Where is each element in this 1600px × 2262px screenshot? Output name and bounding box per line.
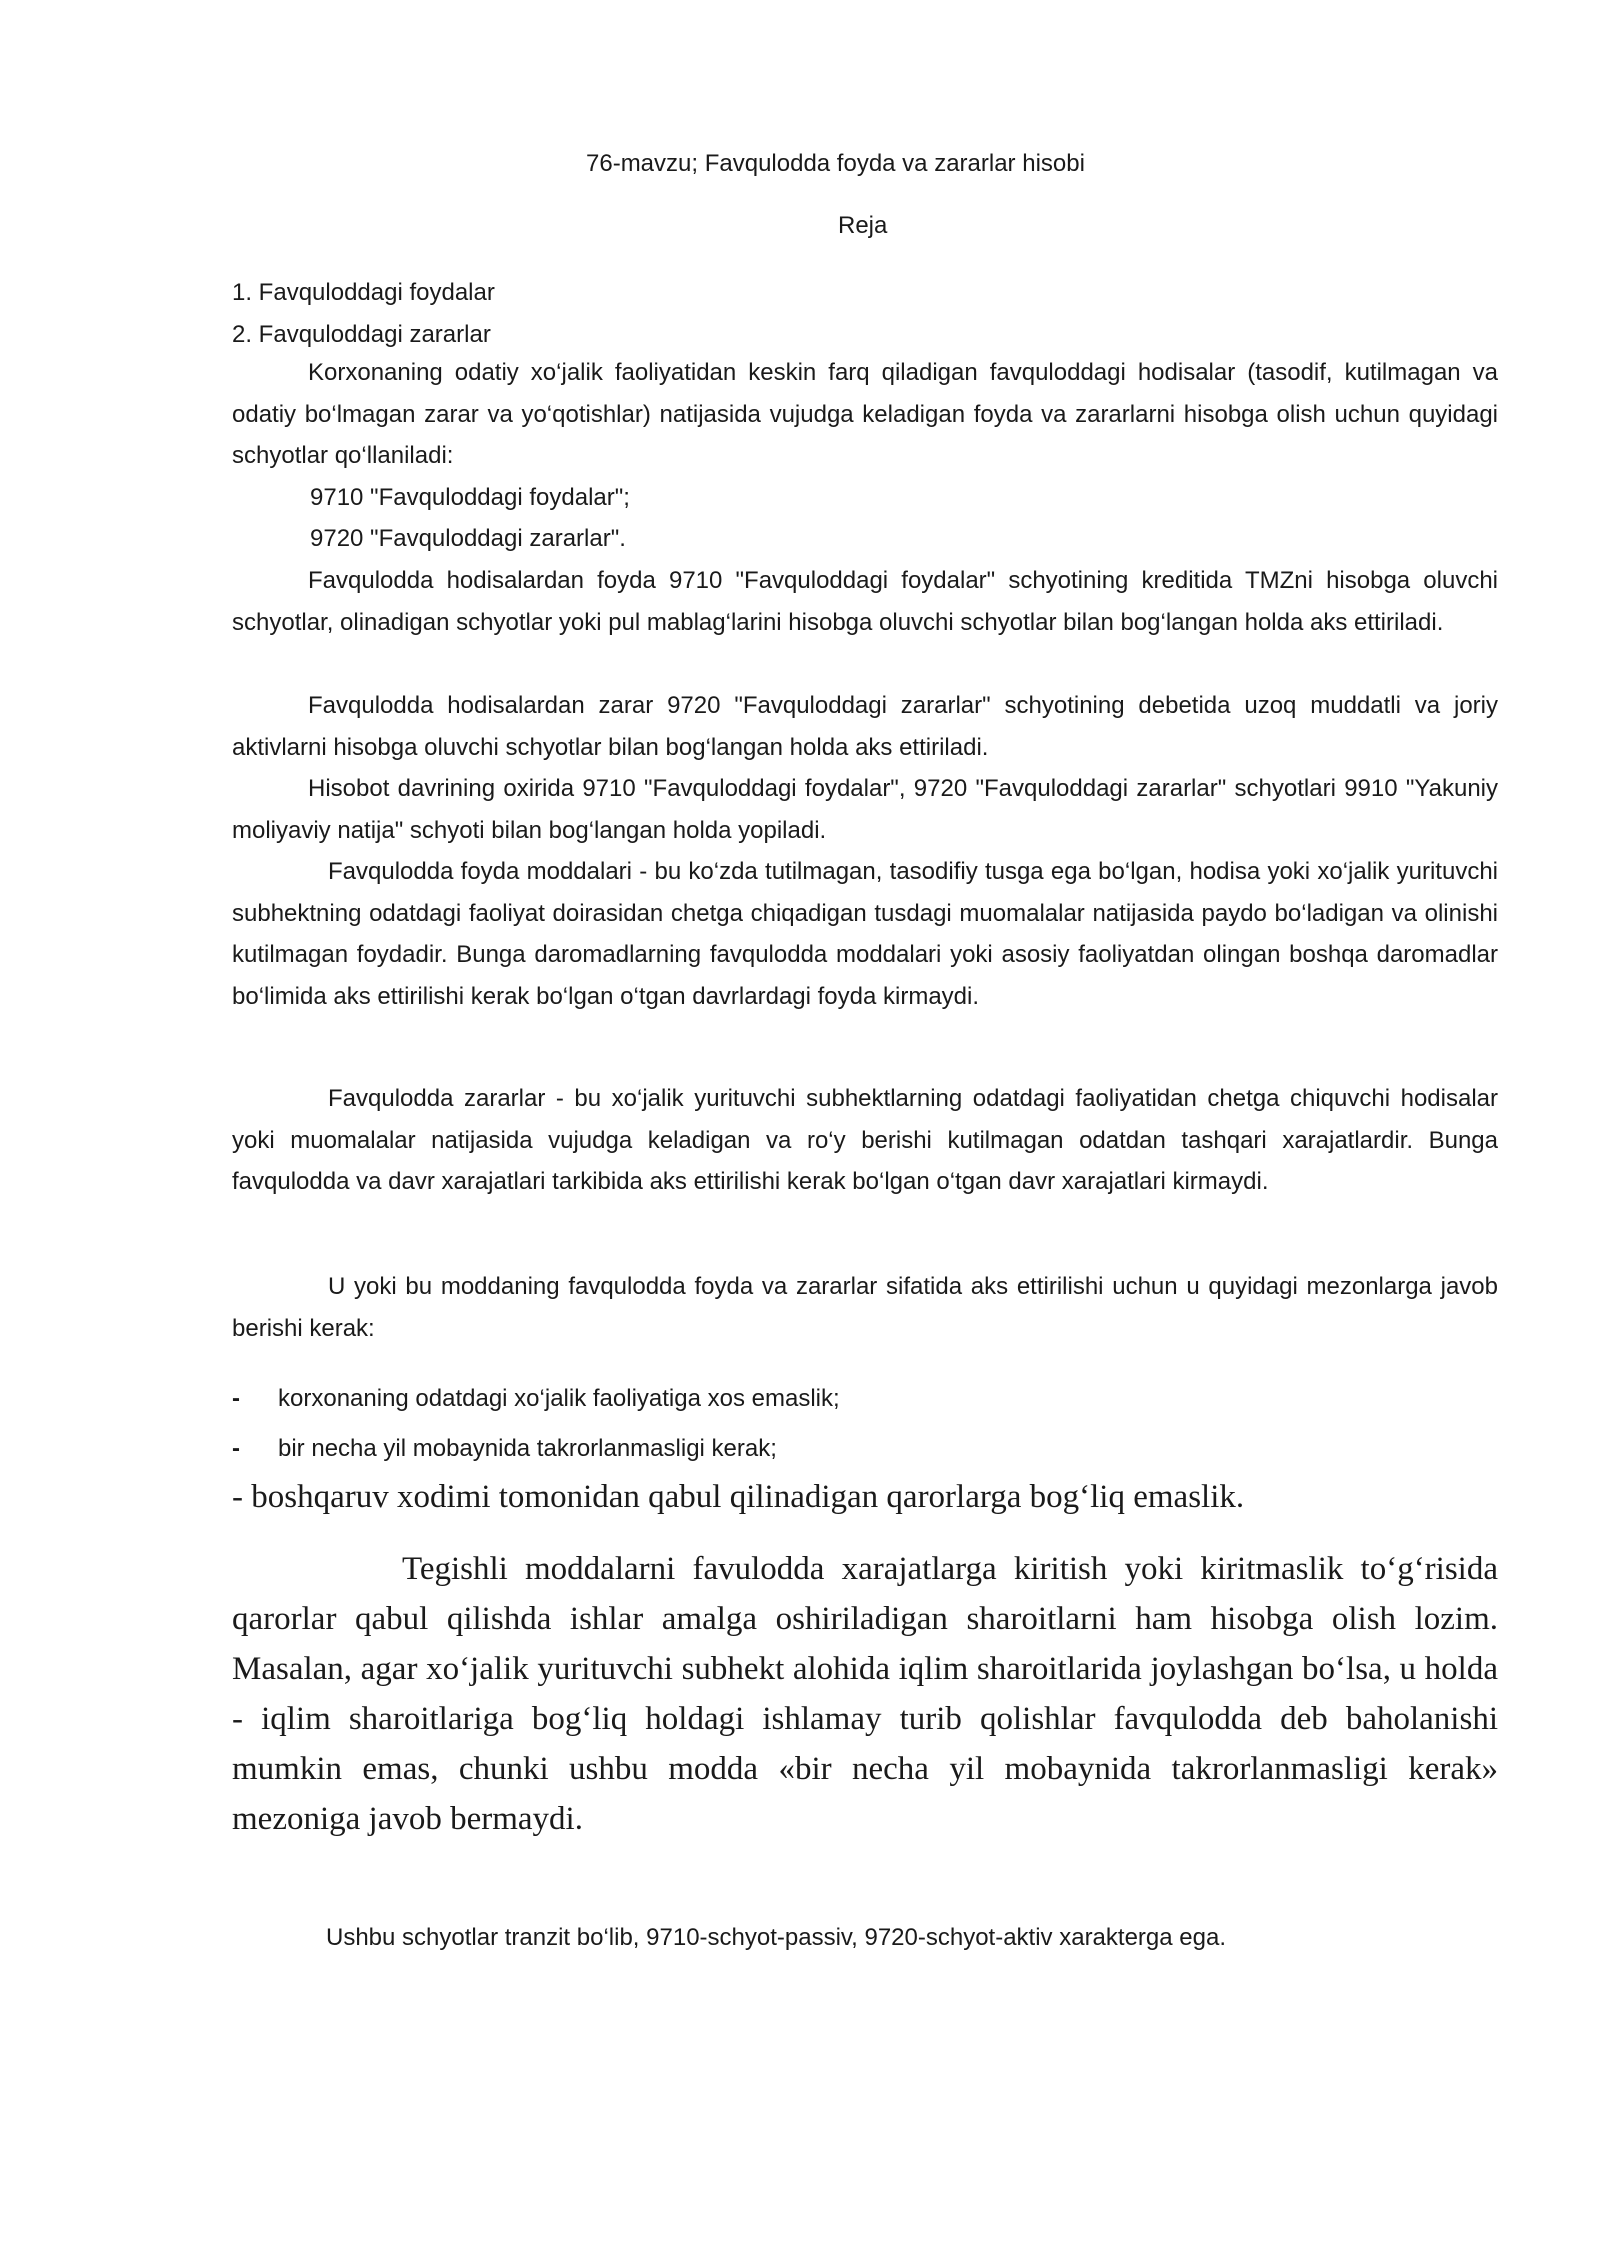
paragraph-criteria-intro: U yoki bu moddaning favqulodda foyda va zararlar sifatida aks ettirilishi uchun u quyidagi mezonlarga javob berishi kerak: — [232, 1273, 1498, 1342]
criteria-item — [232, 1472, 1244, 1522]
criteria-text: korxonaning odatdagi xo‘jalik faoliyatiga xos emaslik; — [278, 1385, 840, 1412]
page-title: 76-mavzu; Favqulodda foyda va zararlar hisobi — [586, 150, 1085, 177]
dash-bullet: - — [232, 1385, 240, 1412]
paragraph-loss-definition: Favqulodda zararlar - bu xo‘jalik yurituvchi subhektlarning odatdagi faoliyatidan chetga chiquvchi hodisalar yoki muomalalar natijasida vujudga keladigan va ro‘y berishi kutilmagan odatdan tashqari xarajatlardir. Bunga favqulodda va davr xarajatlari tarkibida aks ettirilishi kerak bo‘lgan o‘tgan davr xarajatlari kirmaydi. — [232, 1085, 1498, 1195]
plan-list — [232, 272, 495, 355]
plan-heading: Reja — [838, 212, 888, 239]
paragraph-gains: Favqulodda hodisalardan foyda 9710 "Favquloddagi foydalar" schyotining kreditida TMZni hisobga oluvchi schyotlar, olinadigan schyotlar yoki pul mablag‘larini hisobga oluvchi schyotlar bilan bog‘langan holda aks ettiriladi. — [232, 567, 1498, 636]
dash-bullet: - — [232, 1435, 240, 1462]
paragraph-gain-definition: Favqulodda foyda moddalari - bu ko‘zda tutilmagan, tasodifiy tusga ega bo‘lgan, hodisa yoki xo‘jalik yurituvchi subhektning odatdagi faoliyat doirasidan chetga chiqadigan tusdagi muomalalar natijasida paydo bo‘ladigan va olinishi kutilmagan foydadir. Bunga daromadlarning favqulodda moddalari yoki asosiy faoliyatdan olingan boshqa daromadlar bo‘limida aks ettirilishi kerak bo‘lgan o‘tgan davrlardagi foyda kirmaydi. — [232, 858, 1498, 1010]
dash-bullet: - — [232, 1479, 243, 1515]
plan-item: 2. Favquloddagi zararlar — [232, 320, 491, 348]
paragraph-losses: Favqulodda hodisalardan zarar 9720 "Favquloddagi zararlar" schyotining debetida uzoq muddatli va joriy aktivlarni hisobga oluvchi schyotlar bilan bog‘langan holda aks ettiriladi. — [232, 692, 1498, 761]
paragraph-closing-period: Hisobot davrining oxirida 9710 "Favquloddagi foydalar", 9720 "Favquloddagi zararlar" schyotlari 9910 "Yakuniy moliyaviy natija" schyoti bilan bog‘langan holda yopiladi. — [232, 775, 1498, 844]
criteria-text: boshqaruv xodimi tomonidan qabul qilinadigan qarorlarga bog‘liq emaslik. — [251, 1479, 1245, 1515]
criteria-text: bir necha yil mobaynida takrorlanmasligi kerak; — [278, 1435, 777, 1462]
account-line: 9720 "Favquloddagi zararlar". — [310, 525, 626, 552]
plan-item: 1. Favquloddagi foydalar — [232, 279, 495, 306]
account-line: 9710 "Favquloddagi foydalar"; — [310, 484, 630, 511]
criteria-item — [232, 1428, 777, 1470]
criteria-item — [232, 1378, 840, 1420]
intro-paragraph: Korxonaning odatiy xo‘jalik faoliyatidan keskin farq qiladigan favquloddagi hodisalar (tasodif, kutilmagan va odatiy bo‘lmagan zarar va yo‘qotishlar) natijasida vujudga keladigan foyda va zararlarni hisobga olish uchun quyidagi schyotlar qo‘llaniladi: — [232, 359, 1498, 469]
closing-note: Ushbu schyotlar tranzit bo‘lib, 9710-schyot-passiv, 9720-schyot-aktiv xarakterga ega. — [326, 1924, 1226, 1951]
paragraph-decision: Tegishli moddalarni favulodda xarajatlarga kiritish yoki kiritmaslik to‘g‘risida qarorlar qabul qilishda ishlar amalga oshiriladigan sharoitlarni ham hisobga olish lozim. Masalan, agar xo‘jalik yurituvchi subhekt alohida iqlim sharoitlarida joylashgan bo‘lsa, u holda - iqlim sharoitlariga bog‘liq holdagi ishlamay turib qolishlar favqulodda deb baholanishi mumkin emas, chunki ushbu modda «bir necha yil mobaynida takrorlanmasligi kerak» mezoniga javob bermaydi. — [232, 1551, 1498, 1837]
